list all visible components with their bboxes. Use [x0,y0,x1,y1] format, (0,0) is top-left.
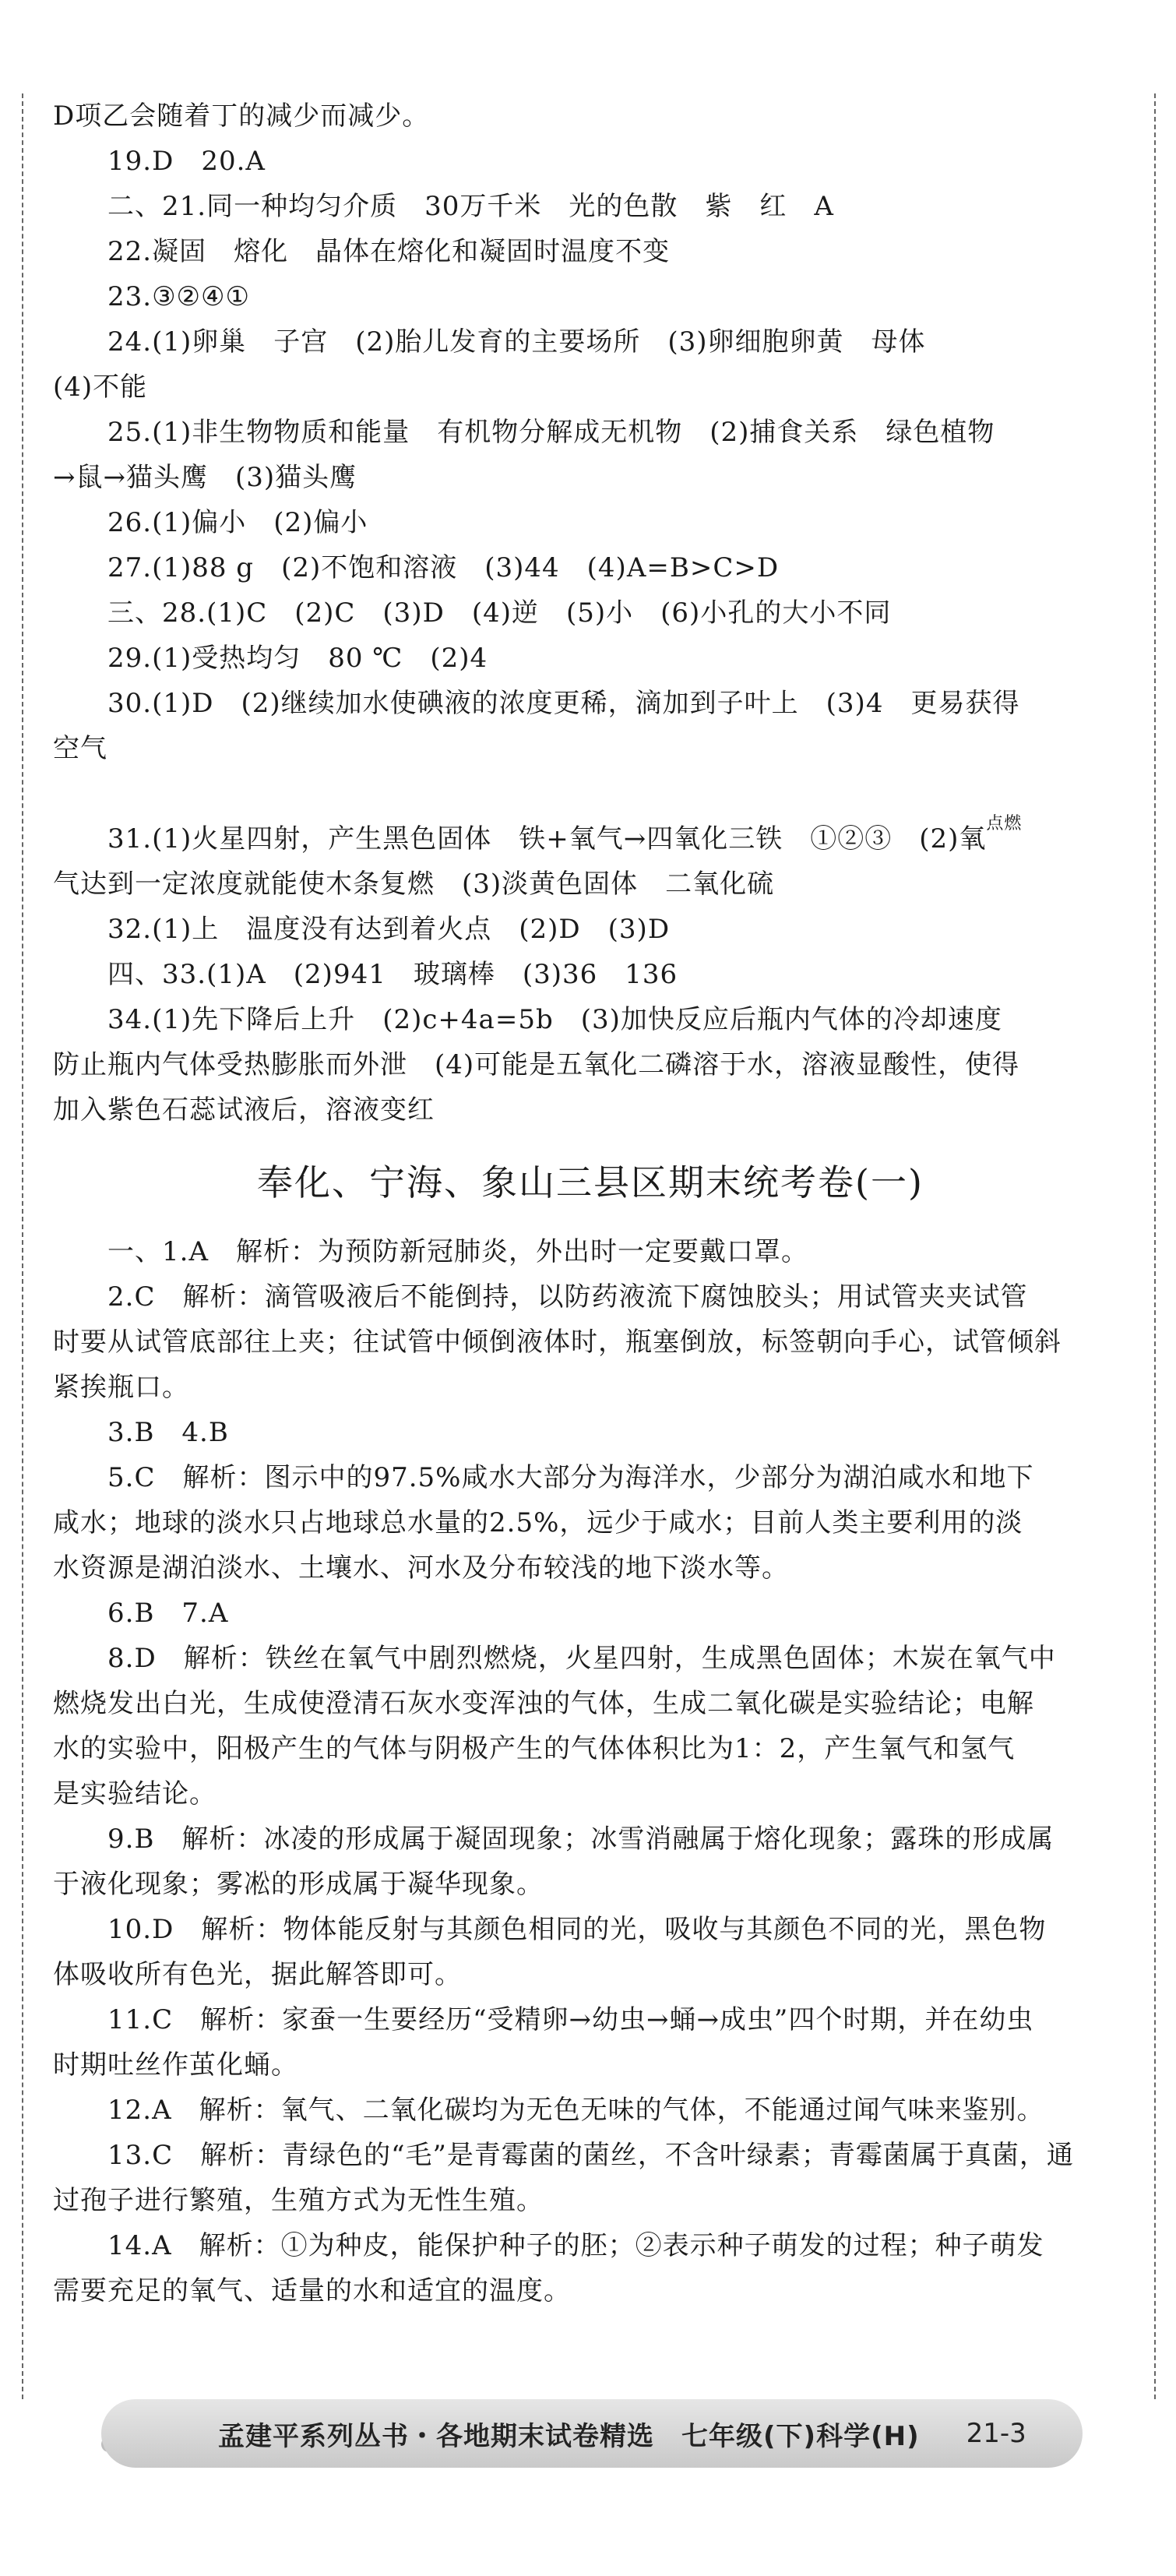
answer-line-text: 加入紫色石蕊试液后，溶液变红 [53,1094,435,1126]
answer-line [53,1320,1128,1365]
answer-line-text: 23.③②④① [107,281,250,312]
answer-line-text: 四、33.(1)A (2)941 玻璃棒 (3)36 136 [107,959,678,990]
reaction-condition: 点燃 [986,814,1023,833]
answer-line-text: 一、1.A 解析：为预防新冠肺炎，外出时一定要戴口罩。 [107,1236,808,1267]
answer-line-text: D项乙会随着丁的减少而减少。 [53,100,430,132]
answer-line [53,1229,1128,1274]
answer-line [53,1500,1128,1545]
answer-line [53,681,1128,726]
answer-line-text: 29.(1)受热均匀 80 ℃ (2)4 [107,643,488,674]
answer-line [53,2133,1128,2178]
answer-line-text: 二、21.同一种均匀介质 30万千米 光的色散 紫 红 A [107,191,834,222]
answer-line-text: 水的实验中，阳极产生的气体与阴极产生的气体体积比为1：2，产生氧气和氢气 [53,1733,1016,1764]
answer-line-text: 11.C 解析：家蚕一生要经历“受精卵→幼虫→蛹→成虫”四个时期，并在幼虫 [107,2004,1034,2035]
answer-line-text: 22.凝固 熔化 晶体在熔化和凝固时温度不变 [107,236,671,267]
answer-line-text: 3.B 4.B [107,1417,229,1448]
answer-line-text: 10.D 解析：物体能反射与其颜色相同的光，吸收与其颜色不同的光，黑色物 [107,1914,1047,1945]
answer-line-text: 6.B 7.A [107,1598,229,1629]
answer-line [53,590,1128,636]
answer-line [53,1726,1128,1771]
answer-line-text: 水资源是湖泊淡水、土壤水、河水及分布较浅的地下淡水等。 [53,1552,789,1584]
answers-previous-exam [53,93,1128,1133]
answer-line-text: 体吸收所有色光，据此解答即可。 [53,1959,462,1990]
footer-banner [101,2399,1083,2468]
answer-line [53,500,1128,545]
answer-line [53,952,1128,997]
answer-line [53,1862,1128,1907]
answer-line [53,771,1128,816]
answer-line [53,365,1128,410]
answer-line [53,274,1128,319]
answer-line [53,455,1128,500]
answer-line [53,2223,1128,2268]
answer-line-text: 24.(1)卵巢 子宫 (2)胎儿发育的主要场所 (3)卵细胞卵黄 母体 [107,326,926,358]
answer-line-text: 紧挨瓶口。 [53,1372,189,1403]
answer-line-text: 5.C 解析：图示中的97.5%咸水大部分为海洋水，少部分为湖泊咸水和地下 [107,1462,1034,1493]
answer-line [53,410,1128,455]
answer-line [53,1771,1128,1817]
answer-line [53,1817,1128,1862]
answer-line-text: 8.D 解析：铁丝在氧气中剧烈燃烧，火星四射，生成黑色固体；木炭在氧气中 [107,1643,1056,1674]
answer-line-text: (4)不能 [53,372,148,403]
answer-line [53,1636,1128,1681]
answer-line [53,184,1128,229]
answer-line [53,1274,1128,1320]
answer-line [53,1591,1128,1636]
answer-line-text: 2.C 解析：滴管吸液后不能倒持，以防药液流下腐蚀胶头；用试管夹夹试管 [107,1281,1028,1313]
answer-line [53,1997,1128,2042]
answer-line-text: 空气 [53,733,107,764]
answer-line-text: 27.(1)88 g (2)不饱和溶液 (3)44 (4)A=B>C>D [107,552,780,583]
answer-line-text: 需要充足的氧气、适量的水和适宜的温度。 [53,2275,571,2306]
answer-line [53,816,1128,862]
answer-line-text: 过孢子进行繁殖，生殖方式为无性生殖。 [53,2185,544,2216]
answer-line [53,2042,1128,2088]
answer-line-text: 25.(1)非生物物质和能量 有机物分解成无机物 (2)捕食关系 绿色植物 [107,417,995,448]
left-binding-rail [22,93,36,2399]
answer-line-text: 气达到一定浓度就能使木条复燃 (3)淡黄色固体 二氧化硫 [53,869,775,900]
answer-line-text: 9.B 解析：冰凌的形成属于凝固现象；冰雪消融属于熔化现象；露珠的形成属 [107,1824,1055,1855]
answer-line-text: 31.(1)火星四射，产生黑色固体 铁+氧气→四氧化三铁 ①②③ (2)氧 [107,823,987,855]
answer-line-text: 于液化现象；雾凇的形成属于凝华现象。 [53,1869,544,1900]
answer-line-text: 是实验结论。 [53,1778,217,1810]
answer-line [53,2268,1128,2313]
answer-line [53,1907,1128,1952]
footer-series: 孟建平系列丛书・各地期末试卷精选 七年级(下)科学(H) [218,2420,920,2452]
answer-line-text: 燃烧发出白光，生成使澄清石灰水变浑浊的气体，生成二氧化碳是实验结论；电解 [53,1688,1034,1719]
answer-line [53,2178,1128,2223]
answer-line-text: 三、28.(1)C (2)C (3)D (4)逆 (5)小 (6)小孔的大小不同 [107,597,892,629]
answer-line [53,93,1128,139]
answer-line [53,726,1128,771]
answer-line [53,1042,1128,1087]
answer-line [53,636,1128,681]
footer-page-number: 21-3 [966,2418,1026,2449]
answer-line-text: 咸水；地球的淡水只占地球总水量的2.5%，远少于咸水；目前人类主要利用的淡 [53,1507,1023,1538]
answer-line [53,139,1128,184]
answer-line-text: 34.(1)先下降后上升 (2)c+4a=5b (3)加快反应后瓶内气体的冷却速度 [107,1004,1002,1035]
answer-line [53,2088,1128,2133]
answer-line [53,1410,1128,1455]
answer-line-text: 防止瓶内气体受热膨胀而外泄 (4)可能是五氧化二磷溶于水，溶液显酸性，使得 [53,1049,1020,1080]
answer-line [53,1545,1128,1591]
answer-line-text: 时要从试管底部往上夹；往试管中倾倒液体时，瓶塞倒放，标签朝向手心，试管倾斜 [53,1327,1062,1358]
answer-line-text: 30.(1)D (2)继续加水使碘液的浓度更稀，滴加到子叶上 (3)4 更易获得 [107,688,1020,719]
answer-line [53,997,1128,1042]
section-title: 奉化、宁海、象山三县区期末统考卷(一) [257,1161,924,1203]
answer-line-text: 13.C 解析：青绿色的“毛”是青霉菌的菌丝，不含叶绿素；青霉菌属于真菌，通 [107,2140,1074,2171]
answer-line [53,1455,1128,1500]
right-binding-rail [1142,93,1156,2399]
answer-line-text: 19.D 20.A [107,146,266,177]
answer-line [53,862,1128,907]
answer-line [53,1952,1128,1997]
answer-content [53,93,1128,2313]
answer-line [53,907,1128,952]
answer-line-text: 时期吐丝作茧化蛹。 [53,2049,298,2081]
answer-line-text: 12.A 解析：氧气、二氧化碳均为无色无味的气体，不能通过闻气味来鉴别。 [107,2095,1044,2126]
answer-line [53,229,1128,274]
answer-line-text: 14.A 解析：①为种皮，能保护种子的胚；②表示种子萌发的过程；种子萌发 [107,2230,1044,2261]
answer-line-text: 32.(1)上 温度没有达到着火点 (2)D (3)D [107,914,671,945]
answer-line [53,319,1128,365]
answer-line [53,1365,1128,1410]
answer-line-text: 26.(1)偏小 (2)偏小 [107,507,368,538]
answer-line [53,545,1128,590]
answer-line [53,1087,1128,1133]
answer-line [53,1681,1128,1726]
answer-line-text: →鼠→猫头鹰 (3)猫头鹰 [53,462,357,493]
answers-current-exam [53,1229,1128,2313]
